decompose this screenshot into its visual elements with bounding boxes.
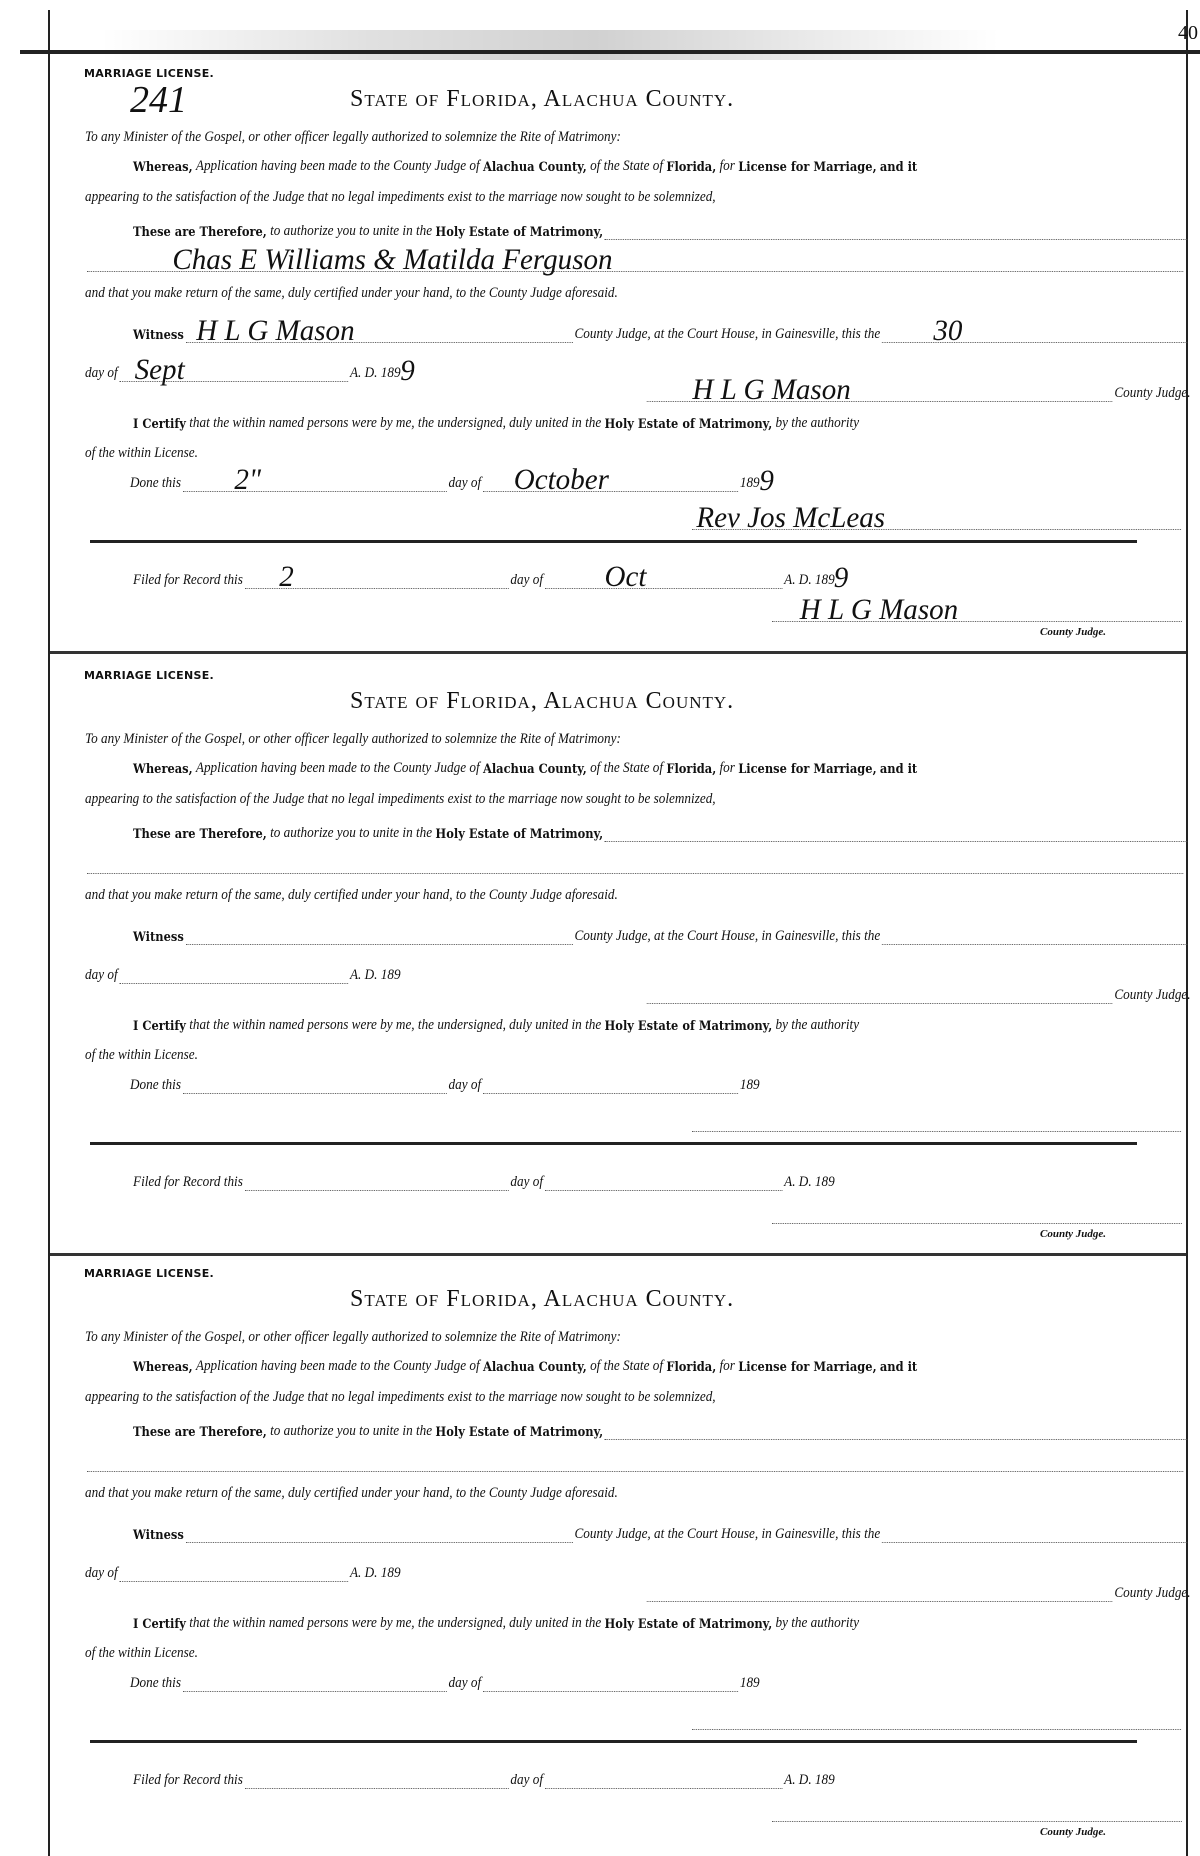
within-line (85, 440, 198, 462)
done-day-field[interactable] (183, 1675, 447, 1692)
license-label: MARRIAGE LICENSE. (84, 669, 214, 682)
form-text: of the State of (590, 1358, 664, 1374)
form-text: County Judge. (1114, 1585, 1191, 1601)
form-text: and it (879, 762, 918, 777)
these-fill[interactable] (605, 223, 1187, 240)
county-judge-line (645, 373, 1191, 406)
filed-line (133, 1767, 852, 1789)
form-text: Application having been made to the County Judge of (195, 1358, 480, 1374)
whereas-line (133, 153, 917, 175)
filed-day-field[interactable] (245, 1174, 509, 1191)
month-field[interactable] (119, 1565, 348, 1582)
handwritten-month: Sept (134, 353, 185, 386)
officiant-signature-field[interactable] (692, 1115, 1181, 1132)
form-text: Holy Estate of Matrimony, (604, 1019, 773, 1034)
license-number: 241 (130, 79, 187, 121)
witness-field[interactable] (186, 928, 573, 945)
form-text: County Judge. (1114, 385, 1191, 401)
form-text: To any Minister of the Gospel, or other officer legally authorized to solemnize the Rite of Matrimony: (85, 731, 621, 747)
filed-judge-signature-field[interactable] (772, 1805, 1182, 1822)
and-that-line (85, 882, 618, 904)
form-text: Filed for Record this (133, 1174, 243, 1190)
form-text: and it (879, 1360, 918, 1375)
form-text: that the within named persons were by me, the undersigned, duly united in the (189, 415, 602, 431)
done-month-field[interactable] (483, 463, 738, 496)
form-text: for (719, 158, 735, 174)
county-judge-caption: County Judge. (1040, 626, 1107, 638)
form-text: I Certify (133, 417, 186, 432)
appearing-line (85, 786, 716, 808)
done-line (130, 1072, 777, 1094)
form-text: Alachua County, (482, 1360, 587, 1375)
form-text: that the within named persons were by me, the undersigned, duly united in the (189, 1615, 602, 1631)
form-text: for (719, 1358, 735, 1374)
form-text: day of (85, 967, 118, 983)
filed-judge-line (770, 1800, 1184, 1822)
form-text: appearing to the satisfaction of the Judge that no legal impediments exist to the marriage now sought to be solemnized, (85, 189, 716, 205)
officiant-line (690, 1708, 1183, 1730)
form-text: day of (85, 1565, 118, 1581)
appearing-line (85, 184, 716, 206)
section-rule (90, 540, 1137, 543)
form-text: 189 (739, 1675, 760, 1691)
form-text: Application having been made to the County Judge of (195, 760, 480, 776)
form-text: A. D. 189 (784, 1772, 835, 1788)
form-text: License for Marriage, (738, 762, 877, 777)
whereas-line (133, 755, 917, 777)
form-text: Witness (133, 930, 184, 945)
form-text: day of (510, 1772, 544, 1788)
form-text: County Judge, at the Court House, in Gainesville, this the (574, 326, 881, 342)
form-text: and it (879, 160, 918, 175)
form-text: Florida, (666, 160, 717, 175)
form-text: Whereas, (133, 762, 193, 777)
county-judge-caption: County Judge. (1040, 1228, 1107, 1240)
form-text: and that you make return of the same, duly certified under your hand, to the County Judge aforesaid. (85, 887, 618, 903)
done-day-field[interactable] (183, 1077, 447, 1094)
officiant-signature-field[interactable] (692, 1713, 1181, 1730)
page-number: 40 (1178, 22, 1198, 44)
form-text: Holy Estate of Matrimony, (604, 1617, 773, 1632)
form-text: Alachua County, (482, 160, 587, 175)
minister-line (85, 1324, 621, 1346)
form-title: State of Florida, Alachua County. (350, 86, 735, 112)
filed-month-field[interactable] (545, 1772, 783, 1789)
form-text: day of (448, 1077, 482, 1093)
form-text: 189 (739, 1077, 760, 1093)
names-line (85, 243, 1185, 276)
form-text: Whereas, (133, 1360, 193, 1375)
judge-signature-field[interactable] (647, 373, 1113, 406)
officiant-line (690, 501, 1183, 534)
form-text: 189 (739, 475, 760, 491)
handwritten-judge-signature: H L G Mason (692, 373, 851, 406)
done-day-field[interactable] (183, 463, 447, 496)
handwritten-done-month: October (513, 463, 609, 496)
minister-line (85, 124, 621, 146)
form-text: Filed for Record this (133, 1772, 243, 1788)
handwritten-filed-month: Oct (604, 560, 647, 593)
form-text: A. D. 189 (349, 967, 401, 983)
handwritten-done-day: 2" (234, 463, 262, 496)
license-label: MARRIAGE LICENSE. (84, 67, 214, 80)
form-text: of the within License. (85, 1047, 198, 1063)
form-text: day of (85, 365, 118, 381)
form-text: Florida, (666, 1360, 717, 1375)
within-line (85, 1640, 198, 1662)
done-line (130, 463, 777, 497)
whereas-line (133, 1353, 917, 1375)
form-text: by the authority (775, 415, 860, 431)
form-text: License for Marriage, (738, 1360, 877, 1375)
form-text: appearing to the satisfaction of the Judge that no legal impediments exist to the marriage now sought to be solemnized, (85, 791, 716, 807)
witness-field[interactable] (186, 1526, 573, 1543)
filed-judge-line (770, 1202, 1184, 1224)
judge-signature-field[interactable] (647, 987, 1113, 1004)
section-rule (90, 1740, 1137, 1743)
form-text: Holy Estate of Matrimony, (604, 417, 773, 432)
handwritten-officiant-signature: Rev Jos McLeas (696, 501, 886, 534)
these-line (133, 820, 1189, 842)
form-text: of the State of (590, 760, 664, 776)
form-text: County Judge. (1114, 987, 1191, 1003)
form-title: State of Florida, Alachua County. (350, 688, 735, 714)
form-text: Holy Estate of Matrimony, (435, 827, 604, 842)
names-field[interactable] (87, 857, 1183, 874)
day-of-line (85, 962, 418, 984)
names-field[interactable] (87, 243, 1183, 276)
handwritten-filed-day: 2 (279, 560, 294, 593)
form-text: These are Therefore, (133, 1425, 267, 1440)
certify-line (133, 1610, 859, 1632)
form-text: County Judge, at the Court House, in Gainesville, this the (574, 928, 881, 944)
form-title: State of Florida, Alachua County. (350, 1286, 735, 1312)
form-text: Done this (130, 1077, 181, 1093)
form-text: by the authority (775, 1017, 860, 1033)
form-text: day of (510, 1174, 544, 1190)
form-text: A. D. 189 (784, 1174, 835, 1190)
witness-line (133, 314, 1189, 347)
appearing-line (85, 1384, 716, 1406)
form-text: I Certify (133, 1617, 186, 1632)
form-text: to authorize you to unite in the (270, 223, 433, 239)
form-text: Florida, (666, 762, 717, 777)
day-field[interactable] (882, 314, 1187, 347)
names-line (85, 1450, 1185, 1472)
form-text: License for Marriage, (738, 160, 877, 175)
form-text: Done this (130, 1675, 181, 1691)
marriage-license-1 (50, 52, 1191, 652)
form-text: Holy Estate of Matrimony, (435, 225, 604, 240)
month-field[interactable] (119, 967, 348, 984)
form-text: To any Minister of the Gospel, or other officer legally authorized to solemnize the Rite of Matrimony: (85, 1329, 621, 1345)
form-text: and that you make return of the same, duly certified under your hand, to the County Judge aforesaid. (85, 285, 618, 301)
form-text: day of (448, 475, 482, 491)
handwritten-names: Chas E Williams & Matilda Ferguson (172, 243, 613, 276)
form-text: that the within named persons were by me, the undersigned, duly united in the (189, 1017, 602, 1033)
certify-line (133, 1012, 859, 1034)
judge-signature-field[interactable] (647, 1585, 1113, 1602)
form-text: appearing to the satisfaction of the Judge that no legal impediments exist to the marriage now sought to be solemnized, (85, 1389, 716, 1405)
filed-judge-signature-field[interactable] (772, 593, 1182, 626)
these-fill[interactable] (605, 825, 1187, 842)
these-line (133, 1418, 1189, 1440)
day-of-line (85, 1560, 418, 1582)
minister-line (85, 726, 621, 748)
handwritten-filed-judge-signature: H L G Mason (799, 593, 959, 626)
marriage-license-2 (50, 654, 1191, 1254)
handwritten-day: 30 (933, 314, 963, 347)
form-text: I Certify (133, 1019, 186, 1034)
witness-line (133, 923, 1189, 945)
filed-month-field[interactable] (545, 1174, 783, 1191)
filed-judge-signature-field[interactable] (772, 1207, 1182, 1224)
form-text: Holy Estate of Matrimony, (435, 1425, 604, 1440)
county-judge-caption: County Judge. (1040, 1826, 1107, 1838)
these-fill[interactable] (605, 1423, 1187, 1440)
form-text: A. D. 189 (349, 1565, 401, 1581)
within-line (85, 1042, 198, 1064)
done-month-field[interactable] (483, 1077, 738, 1094)
filed-line (133, 1169, 852, 1191)
day-field[interactable] (882, 1526, 1187, 1543)
form-text: day of (510, 572, 544, 588)
form-text: of the State of (590, 158, 664, 174)
form-text: To any Minister of the Gospel, or other officer legally authorized to solemnize the Rite of Matrimony: (85, 129, 621, 145)
form-text: A. D. 189 (784, 572, 835, 588)
section-rule (90, 1142, 1137, 1145)
month-field[interactable] (119, 353, 348, 386)
form-text: for (719, 760, 735, 776)
witness-line (133, 1521, 1189, 1543)
filed-day-field[interactable] (245, 1772, 509, 1789)
form-text: to authorize you to unite in the (270, 825, 433, 841)
certify-line (133, 410, 859, 432)
marriage-license-3 (50, 1252, 1191, 1852)
form-text: Done this (130, 475, 181, 491)
form-text: of the within License. (85, 445, 198, 461)
handwritten-witness-judge: H L G Mason (195, 314, 355, 347)
form-text: day of (448, 1675, 482, 1691)
done-line (130, 1670, 777, 1692)
day-field[interactable] (882, 928, 1187, 945)
these-line (133, 218, 1189, 240)
officiant-signature-field[interactable] (692, 501, 1181, 534)
form-text: Alachua County, (482, 762, 587, 777)
form-text: Witness (133, 328, 184, 343)
handwritten-filed-year-digit: 9 (834, 561, 849, 594)
filed-month-field[interactable] (545, 560, 783, 593)
form-text: Whereas, (133, 160, 193, 175)
handwritten-year-digit: 9 (399, 354, 415, 387)
filed-day-field[interactable] (245, 560, 509, 593)
names-line (85, 852, 1185, 874)
license-label: MARRIAGE LICENSE. (84, 1267, 214, 1280)
form-text: Filed for Record this (133, 572, 243, 588)
witness-field[interactable] (186, 314, 573, 347)
form-text: These are Therefore, (133, 827, 267, 842)
form-text: Application having been made to the County Judge of (195, 158, 480, 174)
and-that-line (85, 280, 618, 302)
form-text: of the within License. (85, 1645, 198, 1661)
form-text: by the authority (775, 1615, 860, 1631)
filed-line (133, 560, 852, 594)
form-text: These are Therefore, (133, 225, 267, 240)
form-text: Witness (133, 1528, 184, 1543)
form-text: A. D. 189 (349, 365, 401, 381)
form-text: County Judge, at the Court House, in Gainesville, this the (574, 1526, 881, 1542)
form-text: to authorize you to unite in the (270, 1423, 433, 1439)
names-field[interactable] (87, 1455, 1183, 1472)
done-month-field[interactable] (483, 1675, 738, 1692)
handwritten-done-year-digit: 9 (758, 464, 774, 497)
filed-judge-line (770, 593, 1184, 626)
county-judge-line (645, 1580, 1191, 1602)
day-of-line (85, 353, 418, 387)
and-that-line (85, 1480, 618, 1502)
officiant-line (690, 1110, 1183, 1132)
form-text: and that you make return of the same, duly certified under your hand, to the County Judge aforesaid. (85, 1485, 618, 1501)
county-judge-line (645, 982, 1191, 1004)
